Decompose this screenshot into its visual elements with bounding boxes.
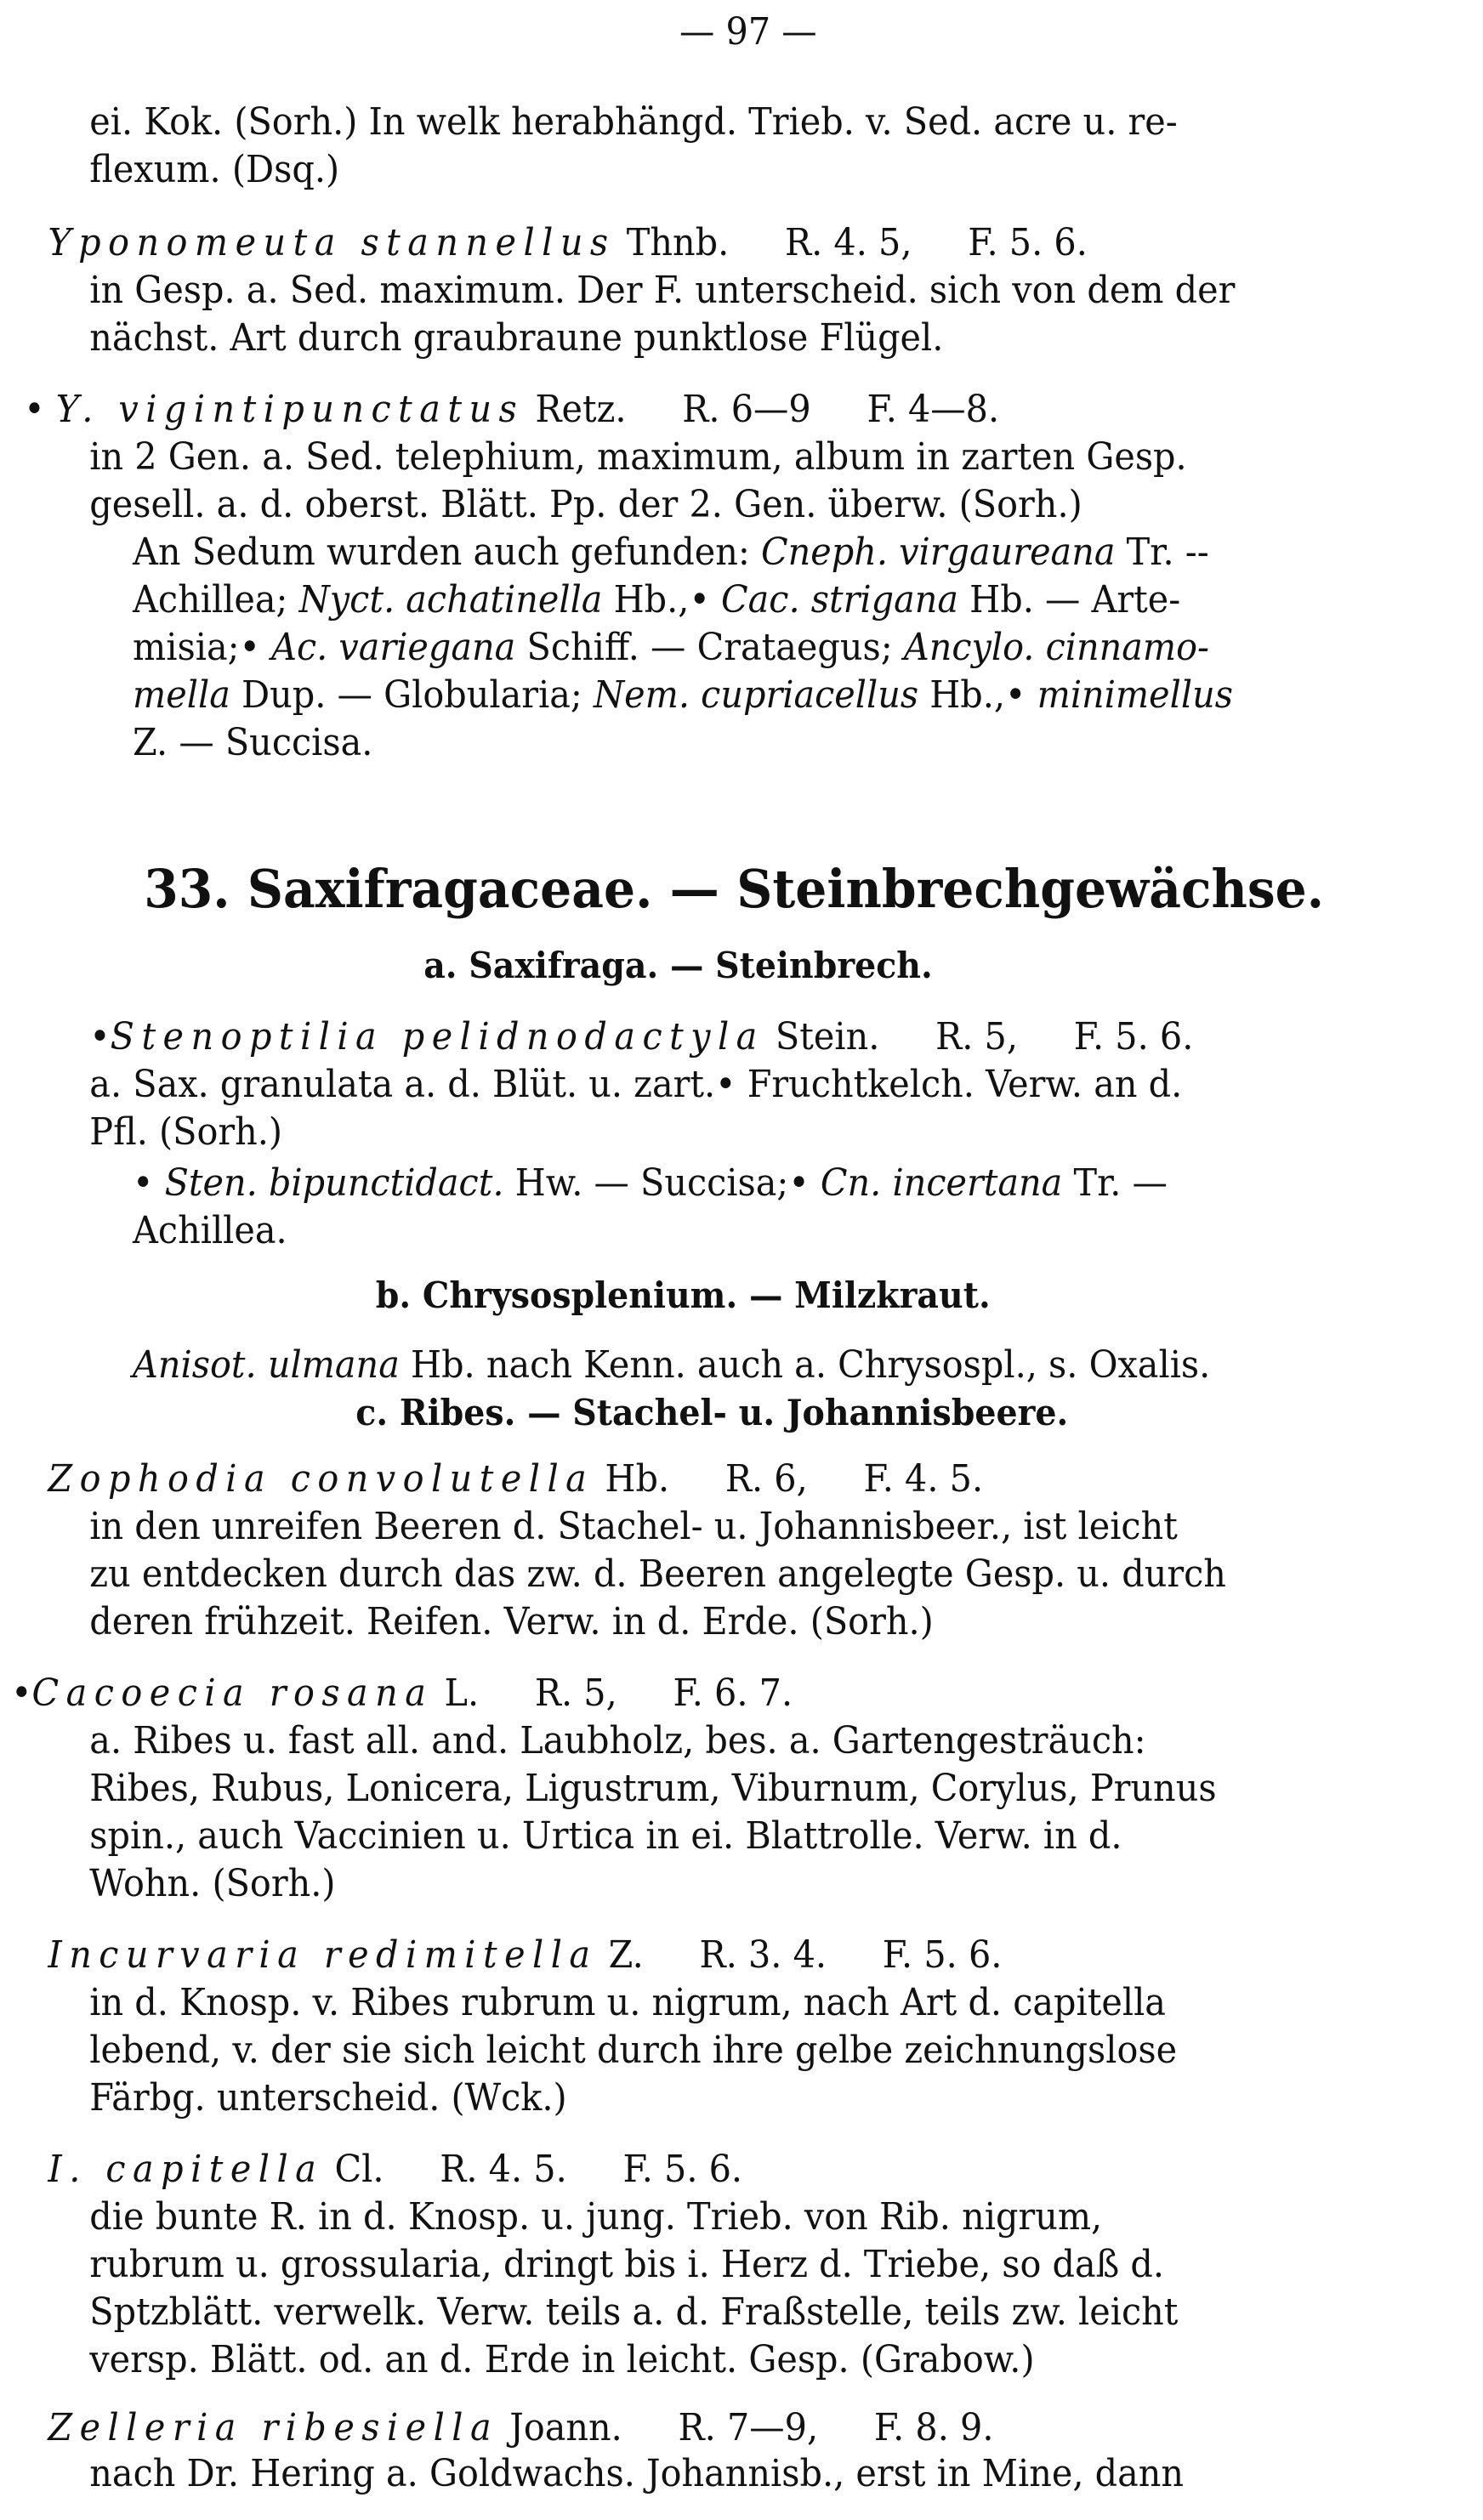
text-line: [133, 1161, 1168, 1206]
text-line: [89, 483, 1082, 527]
species-name: I. capitella: [48, 2148, 324, 2191]
text-run: Hb. — Arte-: [958, 578, 1181, 621]
text-line: [89, 2029, 1177, 2073]
text-line: [89, 100, 1177, 145]
text-run: gesell. a. d. oberst. Blätt. Pp. der 2. Gen. überw. (Sorh.): [89, 483, 1082, 526]
text-run: a. Sax. granulata a. d. Blüt. u. zart.• Fruchtkelch. Verw. an d.: [89, 1063, 1183, 1106]
text-line: [48, 1457, 983, 1501]
italic-name: minimellus: [1037, 673, 1233, 717]
page-number: — 97 —: [679, 10, 817, 54]
text-run: Tr. —: [1062, 1161, 1168, 1205]
text-run: •: [11, 1671, 32, 1715]
text-run: An Sedum wurden auch gefunden:: [133, 531, 761, 574]
text-run: Dup. — Globularia;: [230, 673, 594, 717]
text-line: [89, 1063, 1182, 1107]
text-run: Achillea;: [133, 578, 299, 621]
text-run: versp. Blätt. od. an d. Erde in leicht. Gesp. (Grabow.): [89, 2338, 1035, 2381]
text-run: spin., auch Vaccinien u. Urtica in ei. Blattrolle. Verw. in d.: [89, 1814, 1122, 1858]
text-line: [89, 316, 943, 360]
text-run: Wohn. (Sorh.): [89, 1862, 336, 1905]
text-run: in Gesp. a. Sed. maximum. Der F. unterscheid. sich von dem der: [89, 269, 1236, 312]
text-run: rubrum u. grossularia, dringt bis i. Herz d. Triebe, so daß d.: [89, 2243, 1165, 2286]
text-run: Ribes, Rubus, Lonicera, Ligustrum, Viburnum, Corylus, Prunus: [89, 1767, 1217, 1810]
text-run: Z. R. 3. 4. F. 5. 6.: [597, 1933, 1003, 1977]
text-line: [89, 1981, 1166, 2025]
text-run: Färbg. unterscheid. (Wck.): [89, 2076, 567, 2120]
text-line: [133, 1209, 287, 1253]
species-name: Y. vigintipunctatus: [55, 388, 525, 431]
species-name: Incurvaria redimitella: [48, 1933, 598, 1977]
subheading: c. Ribes. — Stachel- u. Johannisbeere.: [355, 1392, 1069, 1433]
text-run: Achillea.: [133, 1209, 287, 1252]
text-run: Joann. R. 7—9, F. 8. 9.: [498, 2406, 994, 2449]
italic-name: mella: [133, 673, 230, 717]
text-run: Schiff. — Crataegus;: [515, 626, 904, 669]
italic-name: Ac. variegana: [271, 626, 516, 669]
text-line: [89, 2195, 1102, 2239]
text-run: Pfl. (Sorh.): [89, 1110, 283, 1154]
text-line: [89, 1814, 1122, 1859]
text-line: [48, 2148, 742, 2192]
text-run: Retz. R. 6—9 F. 4—8.: [524, 388, 1000, 431]
species-name: Stenoptilia pelidnodactyla: [110, 1015, 764, 1059]
text-line: [89, 435, 1186, 480]
text-run: nächst. Art durch graubraune punktlose Flügel.: [89, 316, 944, 360]
text-run: Hw. — Succisa;•: [503, 1161, 821, 1205]
text-run: ei. Kok. (Sorh.) In welk herabhängd. Trieb. v. Sed. acre u. re-: [89, 100, 1178, 144]
text-line: [133, 626, 1209, 670]
text-line: [89, 1505, 1178, 1549]
text-run: Hb.,•: [602, 578, 721, 621]
text-run: Tr. --: [1115, 531, 1209, 574]
text-line: [89, 2243, 1164, 2287]
text-line: [48, 221, 1087, 265]
italic-name: Cac. strigana: [720, 578, 959, 621]
text-run: L. R. 5, F. 6. 7.: [433, 1671, 793, 1715]
text-line: [133, 578, 1180, 622]
text-run: •: [24, 388, 56, 431]
text-run: in 2 Gen. a. Sed. telephium, maximum, album in zarten Gesp.: [89, 435, 1187, 479]
species-name: Yponomeuta stannellus: [48, 221, 616, 264]
text-line: [133, 721, 372, 765]
text-run: a. Ribes u. fast all. and. Laubholz, bes. a. Gartengesträuch:: [89, 1719, 1146, 1762]
text-run: Cl. R. 4. 5. F. 5. 6.: [323, 2148, 743, 2191]
species-name: Zelleria ribesiella: [48, 2406, 499, 2449]
text-run: Hb. nach Kenn. auch a. Chrysospl., s. Oxalis.: [399, 1343, 1211, 1387]
text-run: •: [133, 1161, 165, 1205]
text-run: nach Dr. Hering a. Goldwachs. Johannisb., erst in Mine, dann: [89, 2452, 1185, 2495]
text-line: [89, 1015, 1193, 1059]
text-line: [48, 1933, 1002, 1978]
text-run: misia;•: [133, 626, 272, 669]
text-line: [89, 2452, 1184, 2496]
italic-name: Nyct. achatinella: [298, 578, 603, 621]
italic-name: Sten. bipunctidact.: [164, 1161, 504, 1205]
text-run: deren frühzeit. Reifen. Verw. in d. Erde. (Sorh.): [89, 1600, 934, 1643]
text-run: in d. Knosp. v. Ribes rubrum u. nigrum, nach Art d. capitella: [89, 1981, 1166, 2024]
italic-name: Anisot. ulmana: [133, 1343, 400, 1387]
text-run: Hb. R. 6, F. 4. 5.: [594, 1457, 984, 1501]
text-run: in den unreifen Beeren d. Stachel- u. Johannisbeer., ist leicht: [89, 1505, 1178, 1548]
text-run: flexum. (Dsq.): [89, 148, 340, 191]
text-line: [133, 531, 1209, 575]
text-line: [89, 2290, 1178, 2335]
italic-name: Cn. incertana: [820, 1161, 1063, 1205]
text-line: [89, 2338, 1034, 2382]
subheading: a. Saxifraga. — Steinbrech.: [423, 945, 933, 986]
text-run: Z. — Succisa.: [133, 721, 373, 764]
text-run: •: [89, 1015, 111, 1059]
text-run: Sptzblätt. verwelk. Verw. teils a. d. Fraßstelle, teils zw. leicht: [89, 2290, 1179, 2334]
text-line: [89, 2076, 566, 2120]
text-line: [89, 1862, 335, 1906]
text-run: die bunte R. in d. Knosp. u. jung. Trieb. von Rib. nigrum,: [89, 2195, 1103, 2239]
text-run: Hb.,•: [918, 673, 1037, 717]
text-line: [11, 1671, 793, 1716]
text-line: [89, 1110, 282, 1155]
text-run: zu entdecken durch das zw. d. Beeren angelegte Gesp. u. durch: [89, 1552, 1226, 1596]
text-run: Thnb. R. 4. 5, F. 5. 6.: [615, 221, 1088, 264]
section-heading: 33. Saxifragaceae. — Steinbrechgewächse.: [144, 858, 1325, 920]
italic-name: Cneph. virgaureana: [760, 531, 1116, 574]
text-line: [133, 1343, 1210, 1388]
species-name: Zophodia convolutella: [48, 1457, 594, 1501]
subheading: b. Chrysosplenium. — Milzkraut.: [375, 1274, 991, 1316]
text-run: Stein. R. 5, F. 5. 6.: [764, 1015, 1194, 1059]
text-run: lebend, v. der sie sich leicht durch ihre gelbe zeichnungslose: [89, 2029, 1178, 2072]
italic-name: Nem. cupriacellus: [593, 673, 919, 717]
text-line: [89, 1719, 1145, 1763]
italic-name: Ancylo. cinnamo-: [903, 626, 1209, 669]
text-line: [133, 673, 1233, 718]
text-line: [89, 148, 339, 192]
text-line: [89, 1767, 1216, 1811]
species-name: Cacoecia rosana: [31, 1671, 434, 1715]
text-line: [89, 269, 1235, 313]
text-line: [24, 388, 999, 432]
text-line: [48, 2406, 993, 2450]
text-line: [89, 1600, 933, 1644]
text-line: [89, 1552, 1226, 1597]
